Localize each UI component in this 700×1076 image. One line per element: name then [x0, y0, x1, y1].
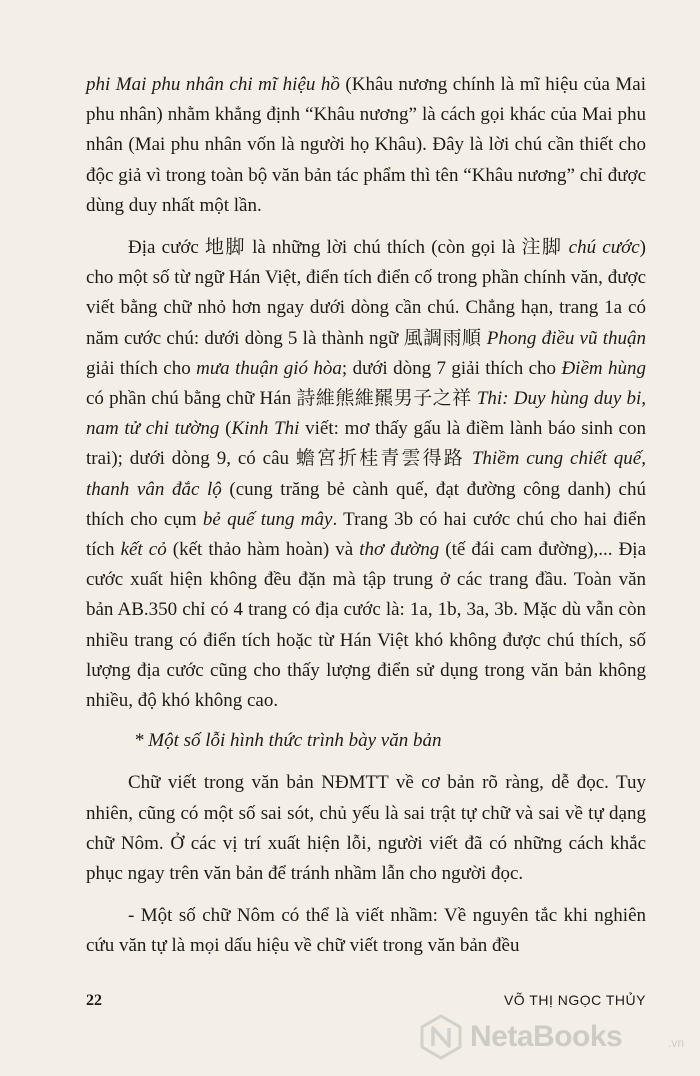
text-run: (cung trăng bẻ cành quế, đạt đường công danh) chú thích cho cụm: [86, 478, 646, 530]
paragraph: [86, 901, 646, 961]
body-text: [86, 70, 646, 962]
text-run: . Trang 3b có hai cước chú cho hai điển tích: [86, 508, 646, 561]
italic-text: Phong điều vũ thuận: [486, 327, 646, 349]
netabooks-logo-icon: [418, 1014, 464, 1060]
italic-text: chú cước: [568, 237, 640, 259]
text-run: ) cho một số từ ngữ Hán Việt, điển tích điển cố trong phần chính văn, được viết bằng chữ nhỏ hơn ngay dưới dòng cần chú. Chẳng hạn, trang 1a có năm cước chú: dưới dòng 5 là thành ngữ 風調雨順: [86, 237, 646, 349]
page-number: 22: [86, 992, 102, 1009]
text-run: có phần chú bằng chữ Hán 詩維熊維羆男子之祥: [86, 388, 477, 410]
text-run: Chữ viết trong văn bản NĐMTT về cơ bản rõ ràng, dễ đọc. Tuy nhiên, cũng có một số sai sót, chủ yếu là sai trật tự chữ và sai về tự dạng chữ Nôm. Ở các vị trí xuất hiện lỗi, người viết đã có những cách khắc phục ngay trên văn bản để tránh nhầm lẫn cho người đọc.: [86, 772, 646, 885]
text-run: (Khâu nương chính là mĩ hiệu của Mai phu nhân) nhằm khẳng định “Khâu nương” là cách gọi khác của Mai phu nhân (Mai phu nhân vốn là người họ Khâu). Đây là lời chú cần thiết cho độc giả vì trong toàn bộ văn bản tác phẩm thì tên “Khâu nương” chỉ được dùng duy nhất một lần.: [86, 74, 646, 216]
italic-text: Điềm hùng: [561, 357, 646, 379]
italic-text: kết cỏ: [120, 539, 167, 561]
italic-text: Thiềm cung chiết quế, thanh vân đắc lộ: [86, 448, 646, 500]
italic-text: Thi: Duy hùng duy bi, nam tử chi tường: [86, 388, 646, 440]
text-run: giải thích cho: [86, 357, 197, 379]
italic-text: mưa thuận gió hòa: [196, 357, 342, 379]
watermark: [418, 1012, 698, 1062]
text-run: viết: mơ thấy gấu là điềm lành báo sinh con trai); dưới dòng 9, có câu 蟾宮折桂青雲得路: [86, 418, 646, 470]
text-run: (tế đái cam đường),... Địa cước xuất hiện không đều đặn mà tập trung ở các trang đầu. Toàn văn bản AB.350 chỉ có 4 trang có địa cước là: 1a, 1b, 3a, 3b. Mặc dù vẫn còn nhiều trang có điển tích hoặc từ Hán Việt khó không được chú thích, số lượng địa cước cũng cho thấy lượng điển sử dụng trong văn bản không nhiều, độ khó không cao.: [86, 539, 647, 712]
italic-text: Kinh Thi: [231, 418, 300, 440]
text-run: (kết thảo hàm hoàn) và: [166, 539, 360, 561]
text-run: (: [219, 418, 232, 440]
section-heading: [86, 726, 646, 756]
watermark-suffix: .vn: [668, 1036, 685, 1050]
watermark-brand: NetaBooks: [470, 1020, 623, 1053]
text-run: ; dưới dòng 7 giải thích cho: [341, 357, 562, 379]
paragraph: [86, 768, 646, 889]
paragraph: [86, 70, 646, 221]
text-run: Địa cước 地脚 là những lời chú thích (còn gọi là 注脚: [128, 237, 569, 259]
italic-text: phi Mai phu nhân chi mĩ hiệu hồ: [86, 74, 340, 95]
italic-text: * Một số lỗi hình thức trình bày văn bản: [134, 730, 442, 752]
italic-text: bẻ quế tung mây: [202, 508, 333, 530]
page-footer: [86, 992, 646, 1014]
paragraph: [86, 233, 646, 716]
italic-text: thơ đường: [359, 539, 440, 561]
text-run: - Một số chữ Nôm có thể là viết nhầm: Về nguyên tắc khi nghiên cứu văn tự là mọi dấu hiệu về chữ viết trong văn bản đều: [86, 905, 646, 957]
author-name: VÕ THỊ NGỌC THỦY: [503, 992, 646, 1008]
